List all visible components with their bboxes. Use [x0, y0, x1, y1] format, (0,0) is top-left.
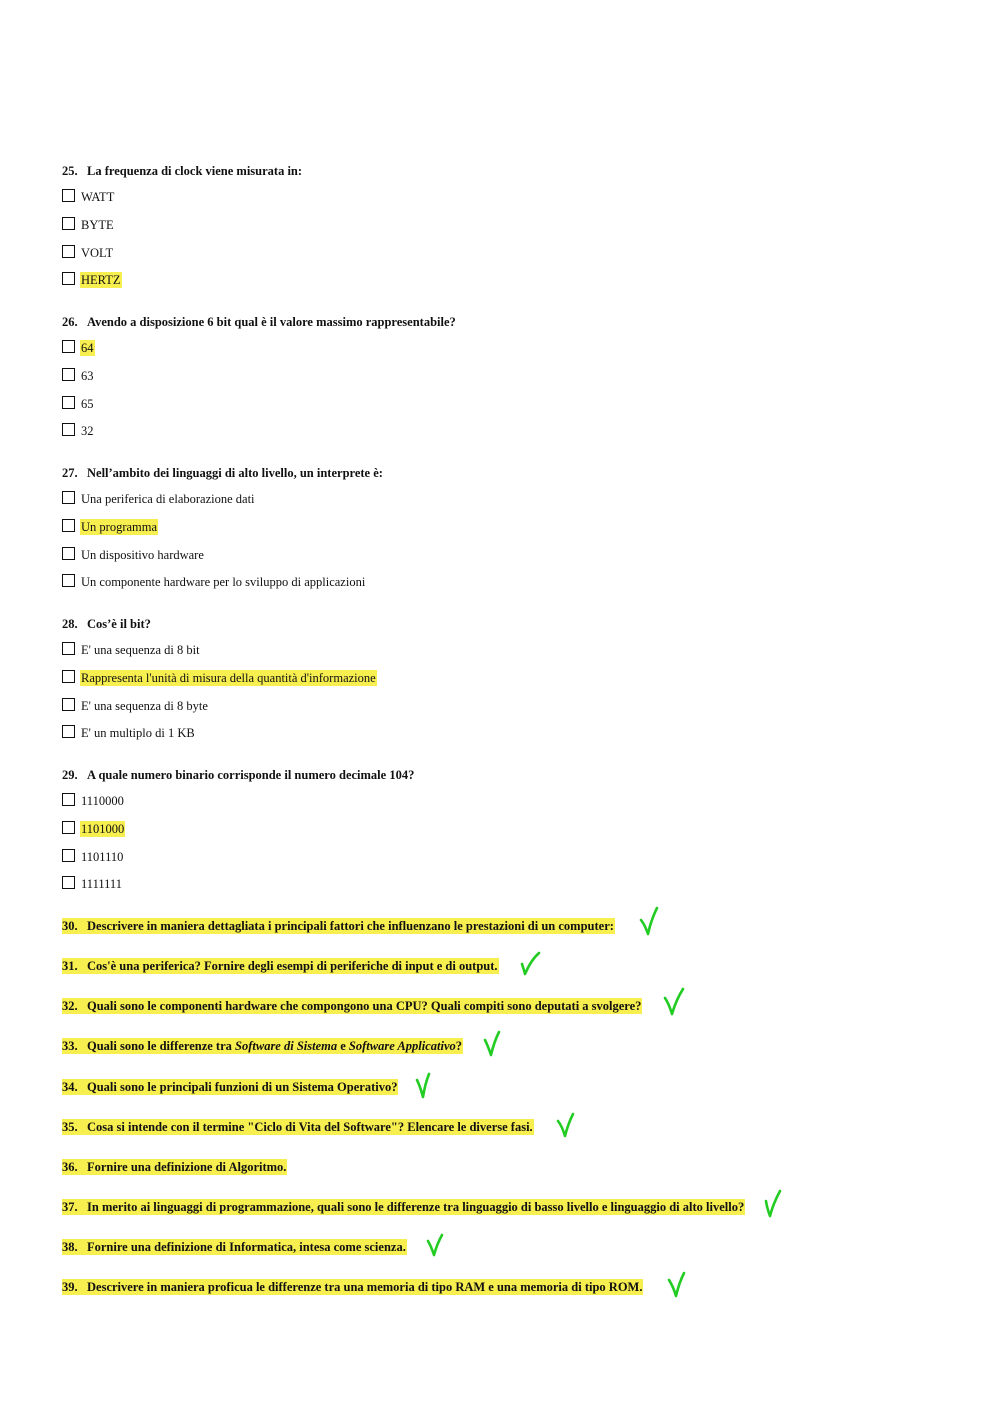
checkbox-icon[interactable] — [62, 396, 75, 409]
open-question-35 — [62, 1119, 534, 1135]
option-label: 32 — [81, 424, 94, 438]
checkbox-icon[interactable] — [62, 670, 75, 683]
checkbox-icon[interactable] — [62, 491, 75, 504]
checkbox-icon[interactable] — [62, 519, 75, 532]
question-28 — [62, 616, 376, 740]
option-label: 1101110 — [81, 850, 124, 864]
question-text: Descrivere in maniera dettagliata i principali fattori che influenzano le prestazioni di un computer: — [87, 919, 614, 933]
question-title — [62, 163, 302, 179]
option-label-highlighted: Rappresenta l'unità di misura della quantità d'informazione — [81, 671, 376, 685]
question-text-italic: Software di Sistema — [235, 1039, 338, 1053]
option-label: VOLT — [81, 246, 114, 260]
option-label: 63 — [81, 369, 94, 383]
checkbox-icon[interactable] — [62, 876, 75, 889]
question-26 — [62, 314, 456, 438]
question-text-italic: Software Applicativo — [348, 1039, 456, 1053]
question-text: Quali sono le principali funzioni di un Sistema Operativo? — [87, 1080, 398, 1094]
question-number: 28. — [62, 617, 78, 631]
question-title — [62, 465, 383, 481]
question-title — [62, 767, 414, 783]
open-question-36 — [62, 1159, 287, 1175]
question-27 — [62, 465, 383, 589]
option-label-highlighted: 1101000 — [81, 822, 125, 836]
question-text: Quali sono le componenti hardware che compongono una CPU? Quali compiti sono deputati a svolgere? — [87, 999, 642, 1013]
check-mark-icon — [414, 1070, 438, 1102]
checkbox-icon[interactable] — [62, 793, 75, 806]
option-label: 65 — [81, 397, 94, 411]
option-label: E' un multiplo di 1 KB — [81, 726, 195, 740]
check-mark-icon — [662, 986, 686, 1018]
checkbox-icon[interactable] — [62, 821, 75, 834]
question-number: 29. — [62, 768, 78, 782]
question-title — [62, 314, 456, 330]
open-question-30 — [62, 918, 615, 934]
question-number: 37. — [62, 1200, 78, 1214]
question-number: 36. — [62, 1160, 78, 1174]
checkbox-icon[interactable] — [62, 849, 75, 862]
checkbox-icon[interactable] — [62, 368, 75, 381]
check-mark-icon — [638, 906, 662, 938]
question-title — [62, 616, 151, 632]
option-label: BYTE — [81, 218, 114, 232]
question-text: Cosa si intende con il termine "Ciclo di Vita del Software"? Elencare le diverse fasi. — [87, 1120, 533, 1134]
question-text: Descrivere in maniera proficua le differenze tra una memoria di tipo RAM e una memoria di tipo ROM. — [87, 1280, 643, 1294]
open-question-34 — [62, 1079, 398, 1095]
open-question-39 — [62, 1279, 643, 1295]
checkbox-icon[interactable] — [62, 245, 75, 258]
option-label: WATT — [81, 190, 115, 204]
open-question-38 — [62, 1239, 407, 1255]
question-text: ? — [455, 1039, 462, 1053]
checkbox-icon[interactable] — [62, 574, 75, 587]
open-question-33 — [62, 1038, 463, 1054]
question-number: 30. — [62, 919, 78, 933]
question-number: 26. — [62, 315, 78, 329]
question-number: 35. — [62, 1120, 78, 1134]
check-mark-icon — [425, 1232, 449, 1264]
option-label: Una periferica di elaborazione dati — [81, 492, 255, 506]
question-text: Cos'è una periferica? Fornire degli esempi di periferiche di input e di output. — [87, 959, 498, 973]
check-mark-icon — [666, 1270, 690, 1302]
checkbox-icon[interactable] — [62, 698, 75, 711]
question-text: Avendo a disposizione 6 bit qual è il valore massimo rappresentabile? — [87, 315, 456, 329]
checkbox-icon[interactable] — [62, 272, 75, 285]
question-number: 32. — [62, 999, 78, 1013]
option-label: Un dispositivo hardware — [81, 548, 204, 562]
question-number: 27. — [62, 466, 78, 480]
question-text: Fornire una definizione di Informatica, intesa come scienza. — [87, 1240, 406, 1254]
open-question-31 — [62, 958, 499, 974]
question-text: A quale numero binario corrisponde il numero decimale 104? — [87, 768, 415, 782]
checkbox-icon[interactable] — [62, 642, 75, 655]
check-mark-icon — [518, 948, 542, 980]
check-mark-icon — [762, 1188, 786, 1220]
question-number: 38. — [62, 1240, 78, 1254]
question-text: Quali sono le differenze tra — [87, 1039, 236, 1053]
question-number: 34. — [62, 1080, 78, 1094]
option-label-highlighted: 64 — [81, 341, 94, 355]
option-label: 1111111 — [81, 877, 122, 891]
checkbox-icon[interactable] — [62, 725, 75, 738]
question-text: La frequenza di clock viene misurata in: — [87, 164, 303, 178]
question-text: e — [337, 1039, 349, 1053]
checkbox-icon[interactable] — [62, 423, 75, 436]
question-25 — [62, 163, 303, 287]
question-number: 25. — [62, 164, 78, 178]
open-question-32 — [62, 998, 642, 1014]
check-mark-icon — [555, 1110, 579, 1142]
option-label-highlighted: Un programma — [81, 520, 158, 534]
question-text: Fornire una definizione di Algoritmo. — [87, 1160, 287, 1174]
option-label-highlighted: HERTZ — [81, 273, 121, 287]
question-text: In merito ai linguaggi di programmazione, quali sono le differenze tra linguaggio di basso livello e linguaggio di alto livello? — [87, 1200, 745, 1214]
option-label: 1110000 — [81, 794, 124, 808]
checkbox-icon[interactable] — [62, 547, 75, 560]
checkbox-icon[interactable] — [62, 217, 75, 230]
option-label: E' una sequenza di 8 bit — [81, 643, 200, 657]
open-question-37 — [62, 1199, 745, 1215]
checkbox-icon[interactable] — [62, 189, 75, 202]
question-number: 33. — [62, 1039, 78, 1053]
option-label: E' una sequenza di 8 byte — [81, 699, 208, 713]
checkbox-icon[interactable] — [62, 340, 75, 353]
question-number: 39. — [62, 1280, 78, 1294]
question-text: Nell’ambito dei linguaggi di alto livello, un interprete è: — [87, 466, 383, 480]
question-text: Cos’è il bit? — [87, 617, 151, 631]
question-number: 31. — [62, 959, 78, 973]
check-mark-icon — [482, 1028, 506, 1060]
question-29 — [62, 767, 415, 891]
option-label: Un componente hardware per lo sviluppo di applicazioni — [81, 575, 366, 589]
